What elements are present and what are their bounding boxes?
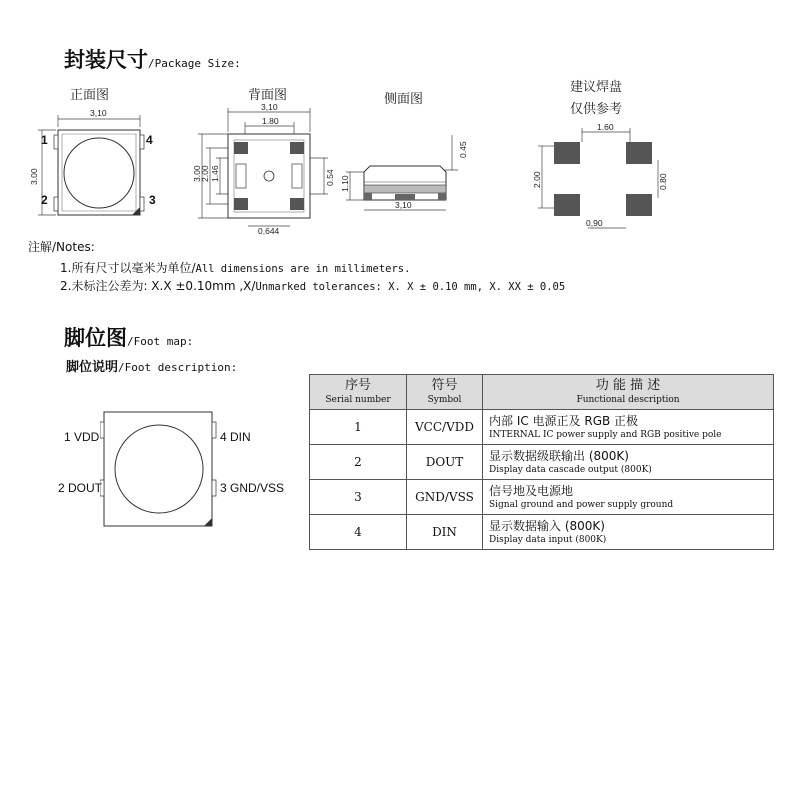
back-height-dim: 3.00 bbox=[192, 165, 202, 182]
foot-description-cn: 脚位说明 bbox=[66, 360, 119, 375]
header-symbol: 符号 Symbol bbox=[407, 375, 483, 410]
foot-description-en: /Foot description: bbox=[118, 361, 238, 374]
table-row bbox=[310, 410, 774, 445]
front-width-dim: 3,10 bbox=[90, 108, 107, 118]
serial-cell: 2 bbox=[310, 445, 407, 480]
foot-pin-1-label: 1 VDD bbox=[64, 430, 100, 444]
back-pad-tl bbox=[234, 142, 248, 154]
serial-cell: 3 bbox=[310, 480, 407, 515]
front-pin3-tab bbox=[140, 197, 144, 211]
back-pad-bl bbox=[234, 198, 248, 210]
pad-layout-drawing bbox=[520, 120, 670, 235]
table-row bbox=[310, 480, 774, 515]
symbol-cell: GND/VSS bbox=[407, 480, 483, 515]
foot-pin-2-label: 2 DOUT bbox=[58, 481, 103, 495]
notes-title: 注解/Notes: bbox=[28, 240, 95, 254]
back-view-drawing bbox=[190, 100, 340, 235]
pad-br bbox=[626, 194, 652, 216]
table-row bbox=[310, 445, 774, 480]
front-pin4-tab bbox=[140, 135, 144, 149]
front-lens bbox=[64, 138, 134, 208]
package-size-heading bbox=[64, 44, 241, 74]
side-height-dim: 1.10 bbox=[340, 175, 350, 192]
side-top-dim: 0.45 bbox=[458, 141, 468, 158]
pad-height-dim: 2.00 bbox=[532, 171, 542, 188]
serial-cell: 4 bbox=[310, 515, 407, 550]
side-view-label: 侧面图 bbox=[384, 92, 424, 107]
pad-side-dim: 0.80 bbox=[658, 173, 668, 190]
back-pad-tr bbox=[290, 142, 304, 154]
foot-description-heading bbox=[66, 356, 237, 375]
front-pin-4: 4 bbox=[146, 133, 153, 147]
pad-view-label-1: 建议焊盘 bbox=[570, 80, 623, 95]
description-cell: 显示数据级联输出 (800K) Display data cascade output (800K) bbox=[483, 445, 774, 480]
pad-width-dim: 1.60 bbox=[597, 122, 614, 132]
pad-view-label-2: 仅供参考 bbox=[570, 102, 623, 117]
note-line-1-en: All dimensions are in millimeters. bbox=[195, 263, 411, 275]
front-pin-2: 2 bbox=[41, 193, 48, 207]
symbol-cell: DOUT bbox=[407, 445, 483, 480]
header-description: 功 能 描 述 Functional description bbox=[483, 375, 774, 410]
pad-tl bbox=[554, 142, 580, 164]
package-size-title-en: /Package Size: bbox=[148, 57, 241, 70]
description-cell: 显示数据输入 (800K) Display data input (800K) bbox=[483, 515, 774, 550]
note-line-2-cn: 2.未标注公差为: X.X ±0.10mm ,X/ bbox=[60, 279, 256, 293]
front-pin1-tab bbox=[54, 135, 58, 149]
note-line-1-cn: 1.所有尺寸以毫米为单位/ bbox=[60, 261, 196, 275]
front-view-drawing bbox=[20, 105, 180, 230]
pad-bl bbox=[554, 194, 580, 216]
back-height3-dim: 1.46 bbox=[210, 165, 220, 182]
front-pin-1: 1 bbox=[41, 133, 48, 147]
foot-map-drawing bbox=[100, 410, 220, 530]
back-width-dim: 3,10 bbox=[261, 102, 278, 112]
foot-map-title-cn: 脚位图 bbox=[64, 326, 127, 350]
side-width-dim: 3,10 bbox=[395, 200, 412, 210]
front-pin-3: 3 bbox=[149, 193, 156, 207]
foot-map-title-en: /Foot map: bbox=[127, 335, 194, 348]
table-header-row bbox=[310, 375, 774, 410]
package-size-title-cn: 封装尺寸 bbox=[64, 48, 148, 72]
front-pin2-tab bbox=[54, 197, 58, 211]
back-pad-br bbox=[290, 198, 304, 210]
note-line-1 bbox=[60, 257, 410, 276]
front-height-dim: 3.00 bbox=[29, 168, 39, 185]
back-inner-dim: 1.80 bbox=[262, 116, 279, 126]
foot-pin-4-label: 4 DIN bbox=[220, 430, 251, 444]
front-view-label: 正面图 bbox=[70, 88, 110, 103]
side-view-drawing bbox=[340, 130, 475, 215]
table-row bbox=[310, 515, 774, 550]
header-serial: 序号 Serial number bbox=[310, 375, 407, 410]
symbol-cell: DIN bbox=[407, 515, 483, 550]
foot-pin-3-label: 3 GND/VSS bbox=[220, 481, 285, 495]
back-view-label: 背面图 bbox=[248, 88, 288, 103]
description-cell: 信号地及电源地 Signal ground and power supply ground bbox=[483, 480, 774, 515]
foot-map-heading bbox=[64, 322, 193, 352]
pad-tr bbox=[626, 142, 652, 164]
back-bottom-dim: 0,644 bbox=[258, 226, 280, 235]
back-pad-dim: 0.54 bbox=[325, 169, 335, 186]
symbol-cell: VCC/VDD bbox=[407, 410, 483, 445]
back-height2-dim: 2.00 bbox=[200, 165, 210, 182]
description-cell: 内部 IC 电源正及 RGB 正极 INTERNAL IC power supply and RGB positive pole bbox=[483, 410, 774, 445]
note-line-2 bbox=[60, 275, 565, 294]
pad-bottom-dim: 0,90 bbox=[586, 218, 603, 228]
note-line-2-en: Unmarked tolerances: X. X ± 0.10 mm, X. XX ± 0.05 bbox=[255, 281, 566, 293]
foot-map-lens bbox=[115, 425, 203, 513]
serial-cell: 1 bbox=[310, 410, 407, 445]
pin-description-table bbox=[309, 374, 774, 550]
